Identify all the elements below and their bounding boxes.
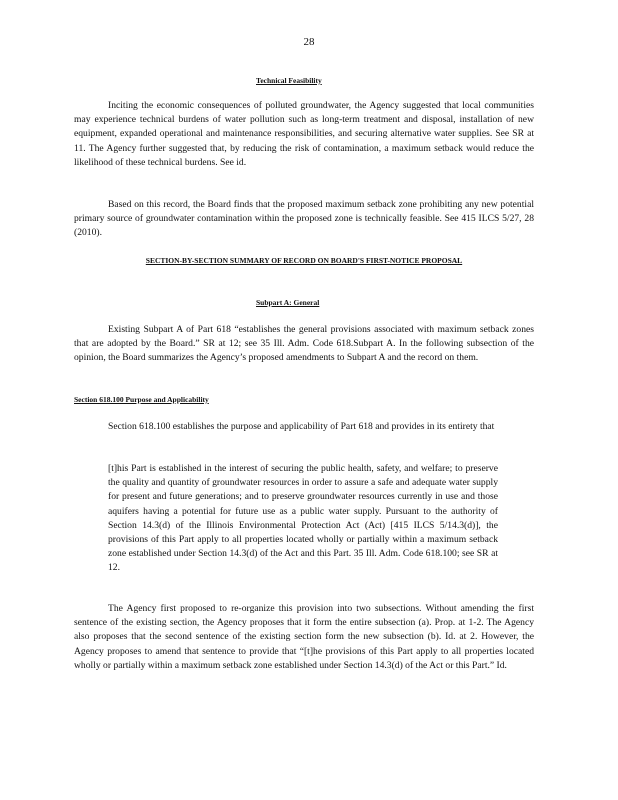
block-quote-618-100: [t]his Part is established in the interest of securing the public health, safety, and welfare; to preserve the quality and quantity of groundwater resources in order to assure a safe and adequate water supply for present and future generations; and to preserve groundwater resources currently in use and those aquifers having a potential for future use as a public water supply. Pursuant to the authority of Section 14.3(d) of the Illinois Environmental Protection Act (Act) [415 ILCS 5/14.3(d)], the provisions of this Part apply to all properties located wholly or partially within a maximum setback zone established under Section 14.3(d) of the Act and this Part. 35 Ill. Adm. Code 618.100; see SR at 12. bbox=[108, 463, 498, 574]
heading-technical-feasibility: Technical Feasibility bbox=[256, 76, 322, 85]
heading-subpart-a: Subpart A: General bbox=[256, 298, 320, 307]
paragraph-technical-burdens: Inciting the economic consequences of polluted groundwater, the Agency suggested that local communities may experience technical burdens of water pollution such as long-term treatment and disposal, installation of new equipment, expanded operational and maintenance responsibilities, and securing alternative water supplies. See SR at 11. The Agency further suggested that, by reducing the risk of contamination, a maximum setback would reduce the likelihood of these technical burdens. See id. bbox=[74, 100, 534, 168]
paragraph-subpart-a: Existing Subpart A of Part 618 “establishes the general provisions associated with maximum setback zones that are adopted by the Board.” SR at 12; see 35 Ill. Adm. Code 618.Subpart A. In the following subsection of the opinion, the Board summarizes the Agency’s proposed amendments to Subpart A and the record on them. bbox=[74, 324, 534, 364]
paragraph-board-finding: Based on this record, the Board finds that the proposed maximum setback zone prohibiting any new potential primary source of groundwater contamination within the proposed zone is technically feasible. See 415 ILCS 5/27, 28 (2010). bbox=[74, 199, 534, 239]
paragraph-section-618-100: Section 618.100 establishes the purpose and applicability of Part 618 and provides in its entirety that bbox=[108, 421, 495, 432]
heading-section-618-100: Section 618.100 Purpose and Applicability bbox=[74, 395, 209, 404]
paragraph-agency-proposal: The Agency first proposed to re-organize this provision into two subsections. Without amending the first sentence of the existing section, the Agency proposes that it form the entire subsection (a). Prop. at 1-2. The Agency also proposes that the second sentence of the existing section form the new subsection (b). Id. at 2. However, the Agency proposes to amend that sentence to provide that “[t]he provisions of this Part apply to all properties located wholly or partially within a maximum setback zone established under Section 14.3(d) of the Act or this Part.” Id. bbox=[74, 603, 534, 671]
heading-section-summary: SECTION-BY-SECTION SUMMARY OF RECORD ON BOARD'S FIRST-NOTICE PROPOSAL bbox=[145, 256, 463, 265]
page-number: 28 bbox=[303, 36, 315, 48]
